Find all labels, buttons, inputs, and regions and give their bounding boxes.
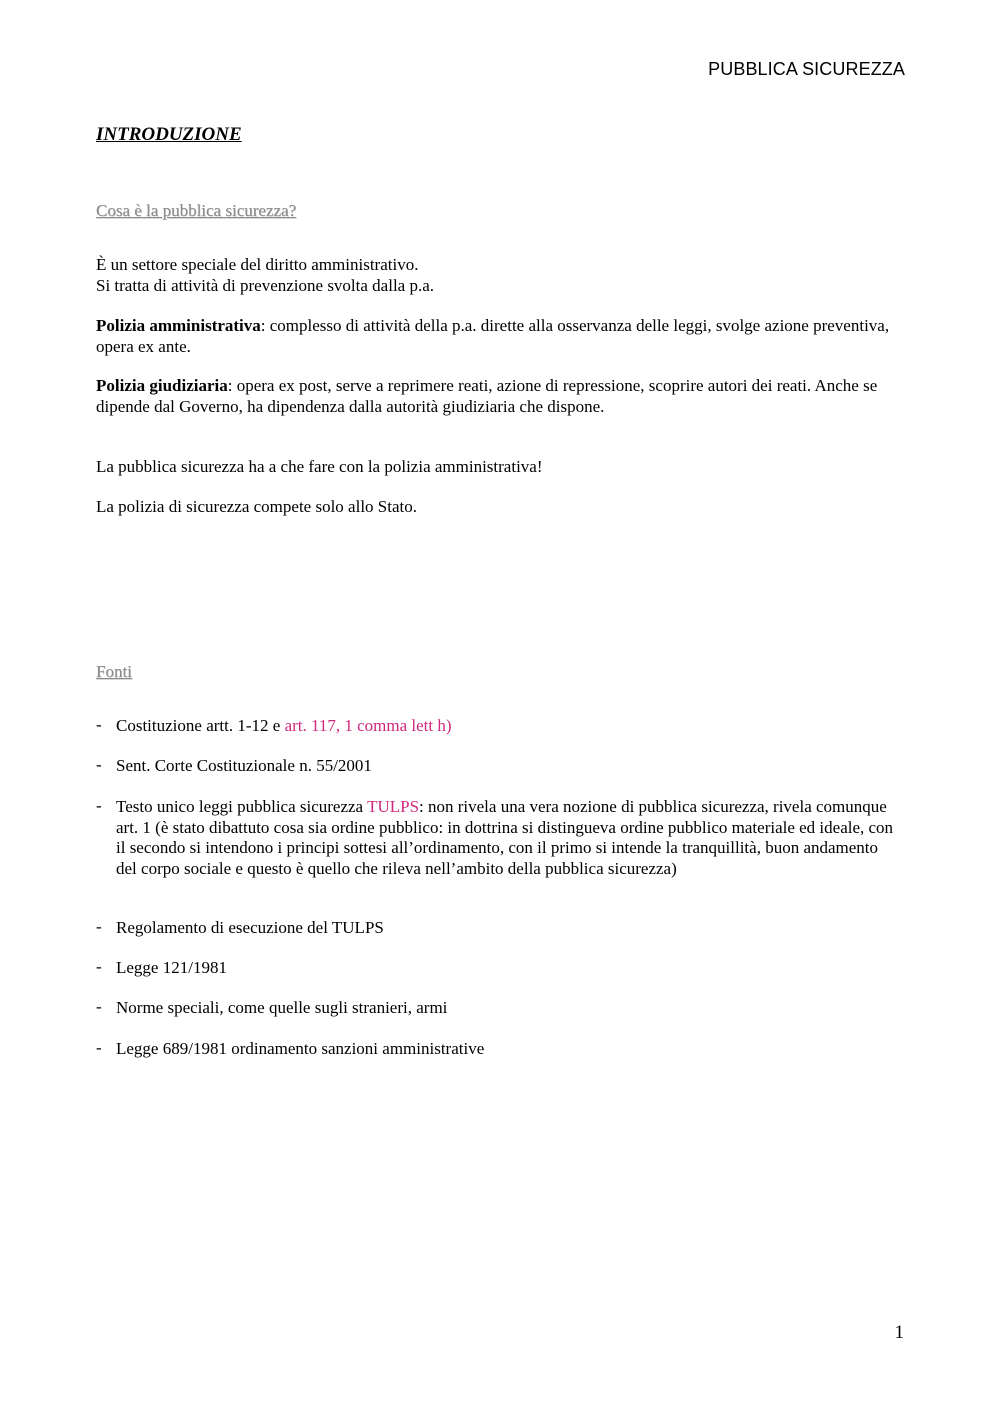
intro-heading: INTRODUZIONE [96,124,242,145]
polizia-giudiziaria-paragraph [96,376,896,417]
tulps-link[interactable]: TULPS [367,797,420,816]
polizia-giudiziaria-text: : opera ex post, serve a reprimere reati, azione di repressione, scoprire autori dei reati. Anche se dipende dal Governo, ha dipendenza dalla autorità giudiziaria che dispone. [96,376,878,416]
list-item [96,998,896,1019]
list-item-text: Testo unico leggi pubblica sicurezza [116,797,368,816]
polizia-amministrativa-text: : complesso di attività della p.a. dirette alla osservanza delle leggi, svolge azione preventiva, opera ex ante. [96,316,890,356]
polizia-giudiziaria-term: Polizia giudiziaria [96,376,228,395]
page-number: 1 [894,1322,904,1343]
polizia-amministrativa-term: Polizia amministrativa [96,316,261,335]
list-dash: - [96,755,102,774]
section-heading-fonti: Fonti [96,662,132,681]
list-item-text: Regolamento di esecuzione del TULPS [116,918,384,937]
list-item-text: Norme speciali, come quelle sugli stranieri, armi [116,998,448,1017]
list-item [96,958,896,979]
list-dash: - [96,997,102,1016]
definition-line-2: Si tratta di attività di prevenzione svolta dalla p.a. [96,275,435,295]
polizia-amministrativa-paragraph [96,316,896,357]
list-dash: - [96,957,102,976]
list-item [96,918,896,939]
running-header: PUBBLICA SICUREZZA [708,59,905,79]
list-item-text: Legge 689/1981 ordinamento sanzioni amministrative [116,1039,485,1058]
list-item-text: Legge 121/1981 [116,958,227,977]
list-item [96,797,896,879]
list-item-text: : non rivela una vera nozione di pubblica sicurezza, rivela comunque art. 1 (è stato dibattuto cosa sia ordine pubblico: in dottrina si distingueva ordine pubblico materiale ed ideale, con il secondo si intendono i principi sottesi all’ordinamento, con il primo si intende la tranquillità, buon andamento del corpo sociale e questo è quello che rileva nell’ambito della pubblica sicurezza) [116,797,894,878]
definition-line-1: È un settore speciale del diritto amministrativo. [96,255,419,274]
list-dash: - [96,1038,102,1057]
list-item-text: Costituzione artt. 1-12 e [116,716,285,735]
definition-paragraph [96,255,896,296]
list-item-text: Sent. Corte Costituzionale n. 55/2001 [116,756,372,775]
statement-polizia-amministrativa: La pubblica sicurezza ha a che fare con la polizia amministrativa! [96,457,543,476]
section-heading-definition: Cosa è la pubblica sicurezza? [96,201,297,220]
list-item [96,756,896,777]
art-117-link[interactable]: art. 117, 1 comma lett h) [284,716,452,735]
statement-stato: La polizia di sicurezza compete solo allo Stato. [96,497,417,516]
list-dash: - [96,917,102,936]
list-item [96,1039,896,1060]
list-dash: - [96,715,102,734]
list-dash: - [96,796,102,815]
list-item [96,716,896,737]
